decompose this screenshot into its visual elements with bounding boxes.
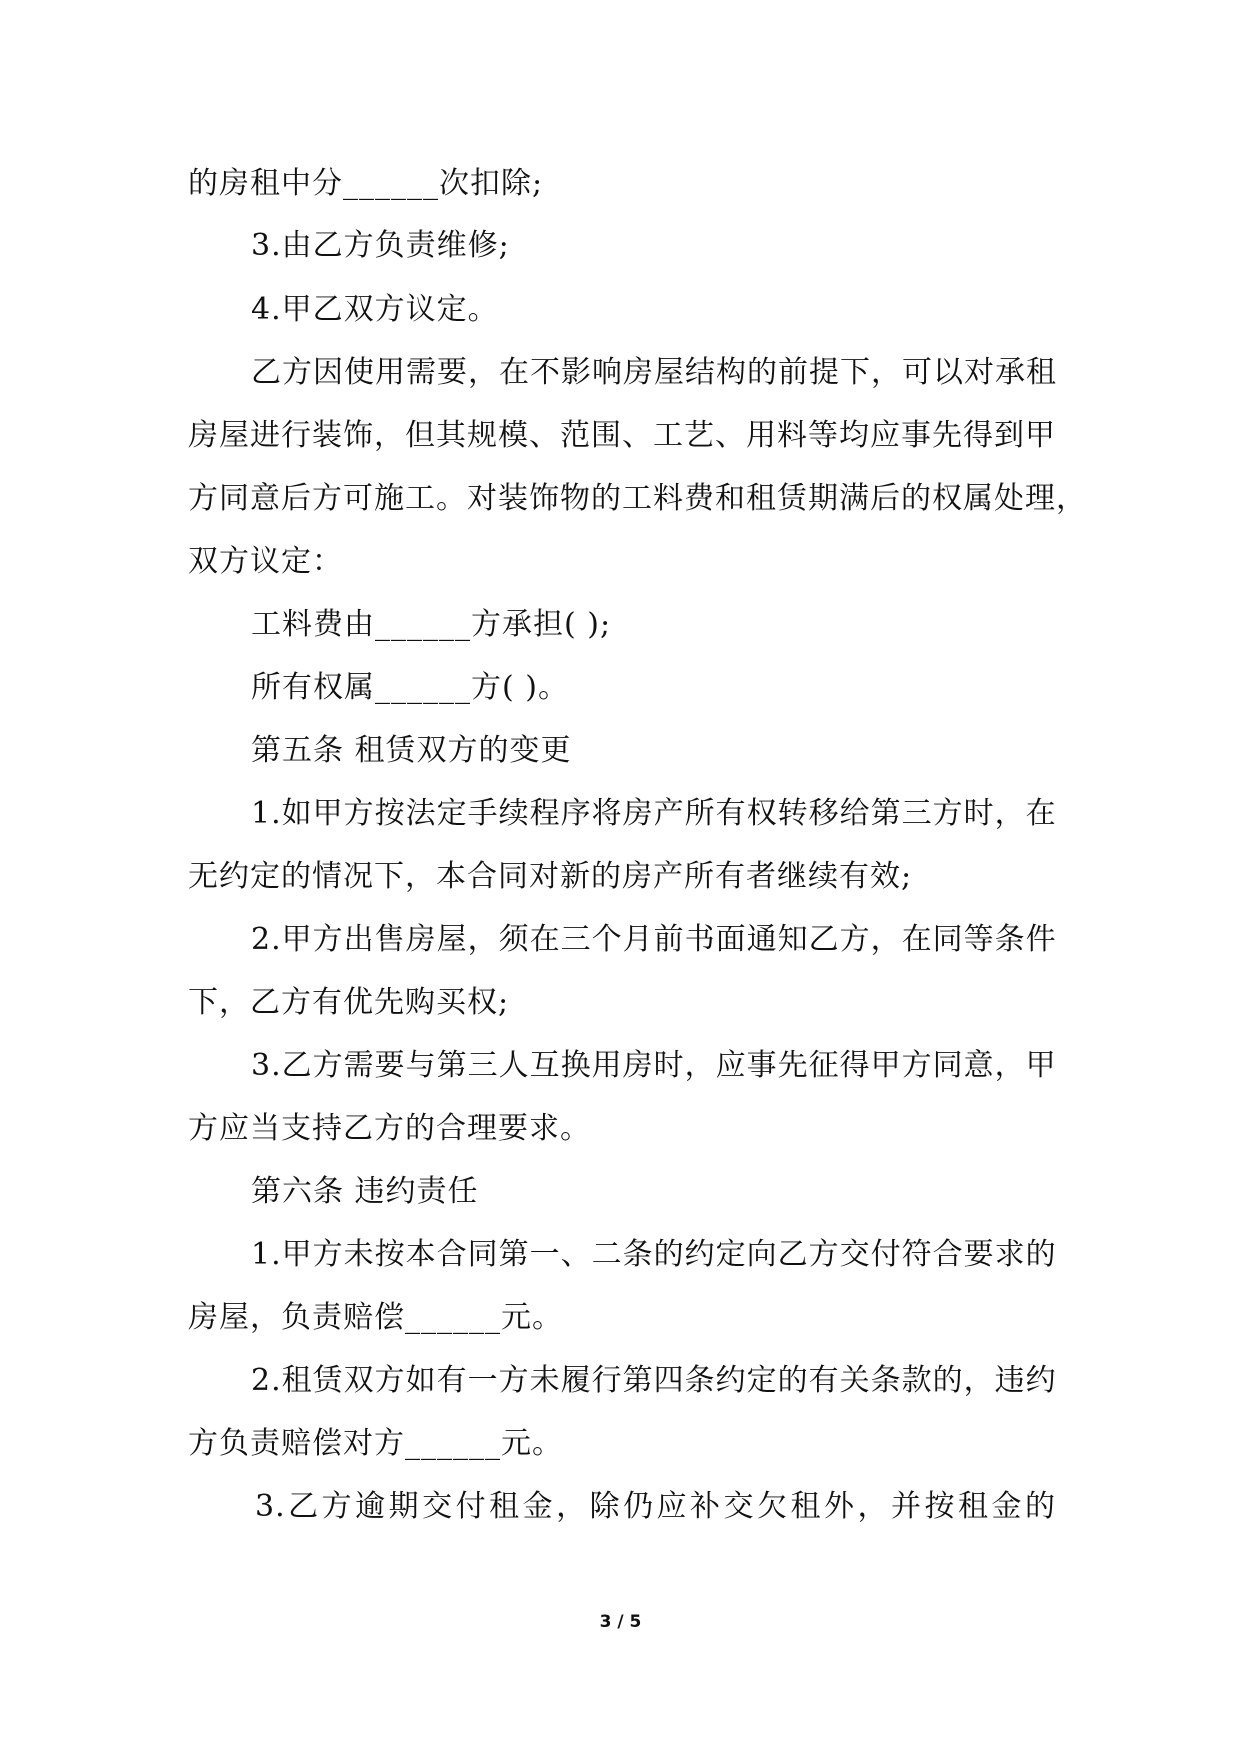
text-line: 3.乙方需要与第三人互换用房时，应事先征得甲方同意，甲 <box>251 1048 1057 1083</box>
text-line: 的房租中分______次扣除; <box>188 166 544 201</box>
text-line: 方应当支持乙方的合理要求。 <box>188 1111 591 1146</box>
text-line: 无约定的情况下，本合同对新的房产所有者继续有效; <box>188 859 913 894</box>
text-line: 方同意后方可施工。对装饰物的工料费和租赁期满后的权属处理， <box>188 481 1087 516</box>
text-line: 3.乙方逾期交付租金，除仍应补交欠租外，并按租金的 <box>255 1489 1056 1524</box>
text-line: 乙方因使用需要，在不影响房屋结构的前提下，可以对承租 <box>251 355 1057 390</box>
text-line: 下，乙方有优先购买权; <box>188 985 510 1020</box>
text-line: 工料费由______方承担( ); <box>251 607 612 642</box>
text-line: 双方议定： <box>188 544 343 579</box>
text-line: 3.由乙方负责维修; <box>251 228 510 263</box>
text-line: 2.租赁双方如有一方未履行第四条约定的有关条款的，违约 <box>251 1363 1057 1398</box>
text-line: 方负责赔偿对方______元。 <box>188 1426 563 1461</box>
text-line: 房屋进行装饰，但其规模、范围、工艺、用料等均应事先得到甲 <box>188 418 1056 453</box>
text-line: 4.甲乙双方议定。 <box>251 292 499 327</box>
text-line: 房屋，负责赔偿______元。 <box>188 1300 563 1335</box>
section-heading: 第五条 租赁双方的变更 <box>251 733 572 768</box>
text-line: 所有权属______方( )。 <box>251 670 569 705</box>
section-heading: 第六条 违约责任 <box>251 1174 479 1209</box>
text-line: 1.甲方未按本合同第一、二条的约定向乙方交付符合要求的 <box>251 1237 1057 1272</box>
page-number: 3 / 5 <box>599 1612 642 1632</box>
text-line: 1.如甲方按法定手续程序将房产所有权转移给第三方时，在 <box>251 796 1057 831</box>
text-line: 2.甲方出售房屋，须在三个月前书面通知乙方，在同等条件 <box>251 922 1057 957</box>
